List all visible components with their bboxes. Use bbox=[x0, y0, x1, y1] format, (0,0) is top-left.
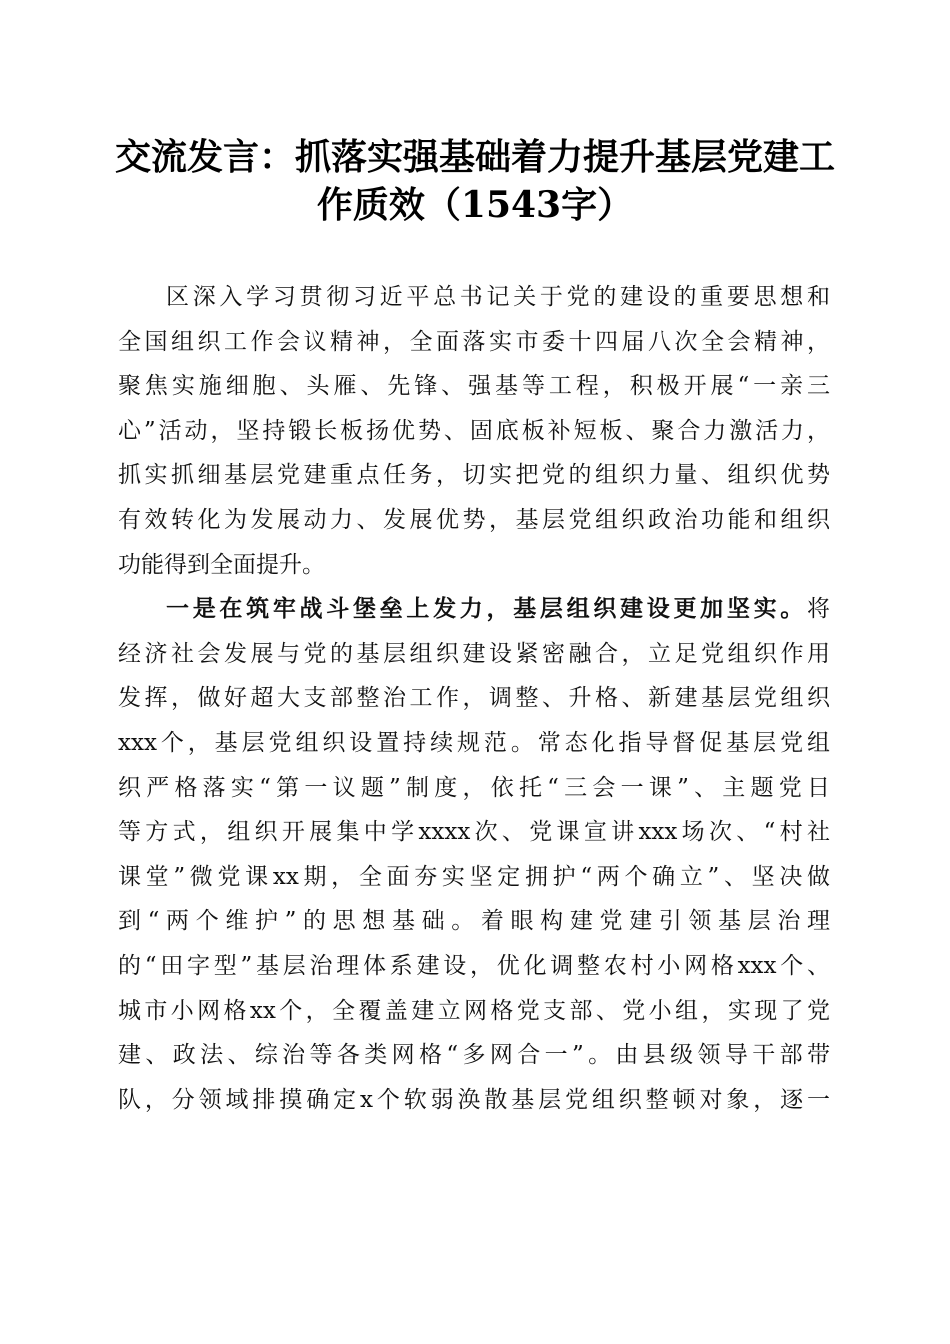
text-line: 功能得到全面提升。 bbox=[118, 551, 325, 578]
paragraph-point-one bbox=[118, 587, 830, 1122]
text-line: 抓实抓细基层党建重点任务，切实把党的组织力量、组织优势 bbox=[118, 462, 830, 489]
paragraph-intro bbox=[118, 275, 830, 587]
text-line: 城市小网格xx个，全覆盖建立网格党支部、党小组，实现了党 bbox=[118, 997, 830, 1024]
text-line: 的“田字型”基层治理体系建设，优化调整农村小网格xxx个、 bbox=[118, 952, 830, 979]
text-fragment: 将 bbox=[807, 596, 830, 623]
text-line: 有效转化为发展动力、发展优势，基层党组织政治功能和组织 bbox=[118, 506, 830, 533]
text-line bbox=[118, 587, 830, 632]
text-line: 队，分领域排摸确定x个软弱涣散基层党组织整顿对象，逐一 bbox=[118, 1086, 830, 1113]
text-line: 织严格落实“第一议题”制度，依托“三会一课”、主题党日 bbox=[118, 774, 830, 801]
text-line: 区深入学习贯彻习近平总书记关于党的建设的重要思想和 bbox=[166, 284, 830, 310]
text-line: 建、政法、综治等各类网格“多网合一”。由县级领导干部带 bbox=[118, 1042, 830, 1069]
document-title bbox=[110, 133, 840, 229]
text-line: 全国组织工作会议精神，全面落实市委十四届八次全会精神， bbox=[118, 328, 830, 355]
document-body bbox=[118, 275, 830, 1122]
text-line: xxx个，基层党组织设置持续规范。常态化指导督促基层党组 bbox=[118, 729, 830, 756]
text-line: 发挥，做好超大支部整治工作，调整、升格、新建基层党组织 bbox=[118, 685, 830, 712]
text-line: 经济社会发展与党的基层组织建设紧密融合，立足党组织作用 bbox=[118, 640, 830, 667]
text-line: 等方式，组织开展集中学xxxx次、党课宣讲xxx场次、“村社 bbox=[118, 819, 830, 846]
text-line: 心”活动，坚持锻长板扬优势、固底板补短板、聚合力激活力， bbox=[118, 417, 830, 444]
text-line: 到“两个维护”的思想基础。着眼构建党建引领基层治理 bbox=[118, 908, 830, 935]
paragraph-lead-heading: 一是在筑牢战斗堡垒上发力，基层组织建设更加坚实。 bbox=[166, 595, 807, 623]
text-line: 聚焦实施细胞、头雁、先锋、强基等工程，积极开展“一亲三 bbox=[118, 373, 830, 400]
text-line: 课堂”微党课xx期，全面夯实坚定拥护“两个确立”、坚决做 bbox=[118, 863, 830, 890]
title-line: 作质效（1543字） bbox=[316, 184, 634, 226]
title-line: 交流发言：抓落实强基础着力提升基层党建工 bbox=[114, 136, 835, 178]
